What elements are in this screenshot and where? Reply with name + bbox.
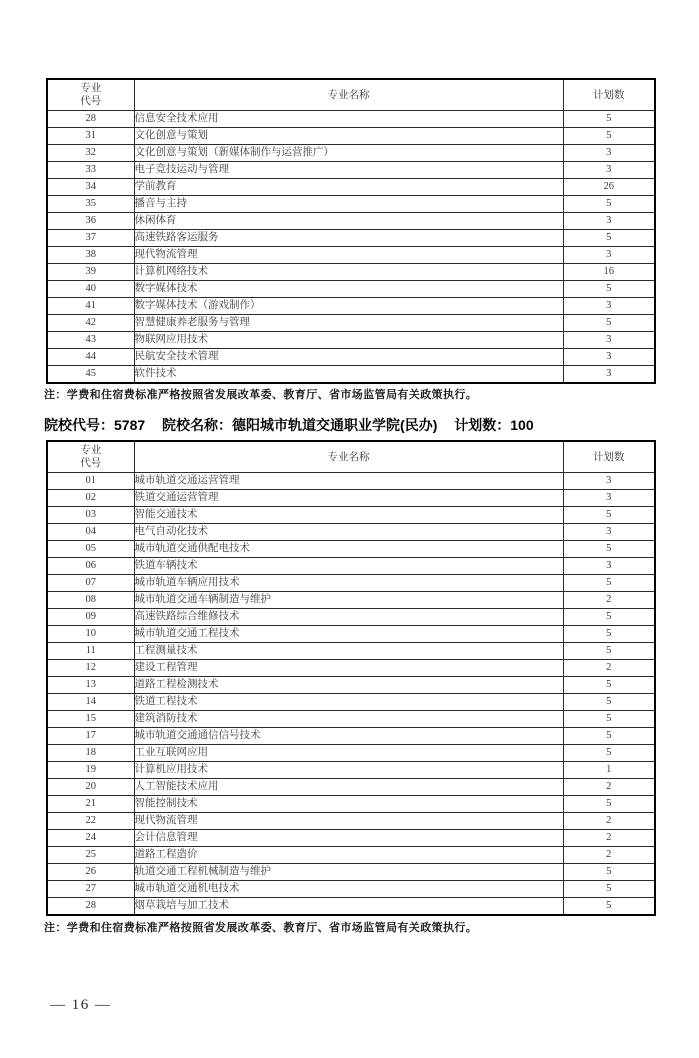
plan-row — [47, 111, 655, 128]
major-code-cell: 20 — [47, 779, 134, 796]
plan-count-cell: 5 — [563, 898, 655, 916]
major-name-cell: 电子竞技运动与管理 — [134, 162, 563, 179]
major-name-cell: 电气自动化技术 — [134, 524, 563, 541]
plan-row — [47, 779, 655, 796]
major-code-cell: 24 — [47, 830, 134, 847]
major-plan-table-2 — [46, 440, 656, 916]
plan-row — [47, 179, 655, 196]
plan-row — [47, 711, 655, 728]
major-code-cell: 25 — [47, 847, 134, 864]
plan-row — [47, 694, 655, 711]
major-name-cell: 工程测量技术 — [134, 643, 563, 660]
major-code-cell: 38 — [47, 247, 134, 264]
institution-code — [44, 417, 145, 433]
plan-row — [47, 298, 655, 315]
plan-count-cell: 5 — [563, 864, 655, 881]
plan-count-cell: 5 — [563, 711, 655, 728]
major-code-cell: 03 — [47, 507, 134, 524]
plan-row — [47, 592, 655, 609]
major-code-cell: 09 — [47, 609, 134, 626]
major-code-cell: 06 — [47, 558, 134, 575]
plan-count-cell: 3 — [563, 473, 655, 490]
major-code-cell: 26 — [47, 864, 134, 881]
major-code-cell: 07 — [47, 575, 134, 592]
major-code-cell: 31 — [47, 128, 134, 145]
plan-count-cell: 5 — [563, 196, 655, 213]
major-code-cell: 34 — [47, 179, 134, 196]
major-code-cell: 41 — [47, 298, 134, 315]
institution-plan-label: 计划数： — [454, 417, 511, 433]
plan-row — [47, 247, 655, 264]
major-name-cell: 道路工程检测技术 — [134, 677, 563, 694]
institution-header — [44, 415, 547, 435]
plan-count-cell: 5 — [563, 694, 655, 711]
plan-row — [47, 558, 655, 575]
fee-note-1: 注：学费和住宿费标准严格按照省发展改革委、教育厅、省市场监管局有关政策执行。 — [44, 389, 478, 401]
plan-row — [47, 473, 655, 490]
institution-name — [162, 417, 437, 433]
major-name-cell: 建设工程管理 — [134, 660, 563, 677]
major-name-cell: 高速铁路综合维修技术 — [134, 609, 563, 626]
plan-row — [47, 830, 655, 847]
plan-count-cell: 3 — [563, 247, 655, 264]
plan-count-cell: 26 — [563, 179, 655, 196]
plan-count-cell: 5 — [563, 541, 655, 558]
table-header-row — [47, 79, 655, 111]
plan-row — [47, 490, 655, 507]
col-header-major-name: 专业名称 — [134, 79, 563, 111]
major-code-cell: 36 — [47, 213, 134, 230]
plan-count-cell: 3 — [563, 298, 655, 315]
major-name-cell: 工业互联网应用 — [134, 745, 563, 762]
major-name-cell: 道路工程造价 — [134, 847, 563, 864]
plan-count-cell: 2 — [563, 592, 655, 609]
major-code-cell: 37 — [47, 230, 134, 247]
plan-row — [47, 213, 655, 230]
major-code-cell: 11 — [47, 643, 134, 660]
plan-row — [47, 507, 655, 524]
major-name-cell: 数字媒体技术 — [134, 281, 563, 298]
plan-count-cell: 2 — [563, 830, 655, 847]
major-code-cell: 27 — [47, 881, 134, 898]
major-code-cell: 12 — [47, 660, 134, 677]
plan-count-cell: 3 — [563, 162, 655, 179]
major-name-cell: 烟草栽培与加工技术 — [134, 898, 563, 916]
major-name-cell: 软件技术 — [134, 366, 563, 384]
institution-plan-value: 100 — [510, 417, 534, 433]
major-name-cell: 智能控制技术 — [134, 796, 563, 813]
major-code-cell: 10 — [47, 626, 134, 643]
plan-row — [47, 626, 655, 643]
major-code-cell: 01 — [47, 473, 134, 490]
fee-note-2: 注：学费和住宿费标准严格按照省发展改革委、教育厅、省市场监管局有关政策执行。 — [44, 922, 478, 934]
major-code-cell: 22 — [47, 813, 134, 830]
plan-row — [47, 813, 655, 830]
major-name-cell: 人工智能技术应用 — [134, 779, 563, 796]
plan-count-cell: 16 — [563, 264, 655, 281]
plan-row — [47, 332, 655, 349]
major-name-cell: 城市轨道交通运营管理 — [134, 473, 563, 490]
plan-row — [47, 524, 655, 541]
major-name-cell: 建筑消防技术 — [134, 711, 563, 728]
major-name-cell: 铁道交通运营管理 — [134, 490, 563, 507]
plan-count-cell: 5 — [563, 796, 655, 813]
plan-row — [47, 349, 655, 366]
plan-count-cell: 5 — [563, 281, 655, 298]
plan-row — [47, 145, 655, 162]
major-name-cell: 数字媒体技术（游戏制作） — [134, 298, 563, 315]
plan-count-cell: 5 — [563, 609, 655, 626]
major-code-cell: 18 — [47, 745, 134, 762]
institution-plan-total — [454, 417, 533, 433]
major-name-cell: 铁道车辆技术 — [134, 558, 563, 575]
major-code-cell: 35 — [47, 196, 134, 213]
plan-count-cell: 5 — [563, 111, 655, 128]
institution-name-value: 德阳城市轨道交通职业学院(民办) — [232, 417, 438, 433]
major-name-cell: 城市轨道交通供配电技术 — [134, 541, 563, 558]
plan-count-cell: 3 — [563, 145, 655, 162]
major-name-cell: 计算机应用技术 — [134, 762, 563, 779]
major-name-cell: 文化创意与策划（新媒体制作与运营推广） — [134, 145, 563, 162]
plan-count-cell: 5 — [563, 230, 655, 247]
major-code-cell: 42 — [47, 315, 134, 332]
plan-count-cell: 3 — [563, 524, 655, 541]
major-name-cell: 智能交通技术 — [134, 507, 563, 524]
plan-count-cell: 5 — [563, 677, 655, 694]
plan-count-cell: 3 — [563, 349, 655, 366]
major-code-cell: 15 — [47, 711, 134, 728]
major-name-cell: 智慧健康养老服务与管理 — [134, 315, 563, 332]
major-name-cell: 现代物流管理 — [134, 813, 563, 830]
plan-row — [47, 660, 655, 677]
major-code-cell: 45 — [47, 366, 134, 384]
major-code-cell: 40 — [47, 281, 134, 298]
major-name-cell: 物联网应用技术 — [134, 332, 563, 349]
institution-code-value: 5787 — [114, 417, 146, 433]
plan-row — [47, 643, 655, 660]
plan-count-cell: 5 — [563, 745, 655, 762]
major-code-cell: 39 — [47, 264, 134, 281]
plan-count-cell: 1 — [563, 762, 655, 779]
plan-count-cell: 3 — [563, 490, 655, 507]
plan-count-cell: 5 — [563, 315, 655, 332]
plan-count-cell: 3 — [563, 213, 655, 230]
major-code-cell: 32 — [47, 145, 134, 162]
major-name-cell: 现代物流管理 — [134, 247, 563, 264]
major-name-cell: 文化创意与策划 — [134, 128, 563, 145]
plan-row — [47, 366, 655, 384]
major-name-cell: 城市轨道交通通信信号技术 — [134, 728, 563, 745]
major-name-cell: 轨道交通工程机械制造与维护 — [134, 864, 563, 881]
plan-count-cell: 2 — [563, 847, 655, 864]
plan-row — [47, 230, 655, 247]
plan-count-cell: 3 — [563, 332, 655, 349]
major-code-cell: 43 — [47, 332, 134, 349]
table-header-row — [47, 441, 655, 473]
major-name-cell: 会计信息管理 — [134, 830, 563, 847]
institution-code-label: 院校代号： — [44, 417, 114, 433]
plan-row — [47, 745, 655, 762]
major-code-cell: 28 — [47, 898, 134, 916]
institution-name-label: 院校名称： — [162, 417, 233, 433]
plan-row — [47, 575, 655, 592]
major-code-cell: 19 — [47, 762, 134, 779]
major-code-cell: 04 — [47, 524, 134, 541]
plan-row — [47, 281, 655, 298]
major-name-cell: 信息安全技术应用 — [134, 111, 563, 128]
plan-count-cell: 3 — [563, 366, 655, 384]
plan-count-cell: 5 — [563, 643, 655, 660]
major-name-cell: 高速铁路客运服务 — [134, 230, 563, 247]
major-name-cell: 休闲体育 — [134, 213, 563, 230]
plan-row — [47, 162, 655, 179]
major-name-cell: 城市轨道交通机电技术 — [134, 881, 563, 898]
major-name-cell: 铁道工程技术 — [134, 694, 563, 711]
plan-count-cell: 2 — [563, 660, 655, 677]
plan-count-cell: 5 — [563, 881, 655, 898]
major-code-cell: 02 — [47, 490, 134, 507]
major-code-cell: 17 — [47, 728, 134, 745]
plan-count-cell: 5 — [563, 728, 655, 745]
major-name-cell: 计算机网络技术 — [134, 264, 563, 281]
major-name-cell: 播音与主持 — [134, 196, 563, 213]
major-code-cell: 05 — [47, 541, 134, 558]
plan-count-cell: 5 — [563, 128, 655, 145]
plan-count-cell: 5 — [563, 507, 655, 524]
major-name-cell: 城市轨道车辆应用技术 — [134, 575, 563, 592]
major-code-cell: 08 — [47, 592, 134, 609]
plan-row — [47, 315, 655, 332]
page-number: — 16 — — [50, 997, 112, 1013]
plan-row — [47, 196, 655, 213]
major-name-cell: 学前教育 — [134, 179, 563, 196]
major-code-cell: 21 — [47, 796, 134, 813]
plan-row — [47, 541, 655, 558]
col-header-major-code: 专业 代号 — [47, 441, 134, 473]
plan-count-cell: 5 — [563, 626, 655, 643]
plan-row — [47, 609, 655, 626]
plan-row — [47, 847, 655, 864]
plan-row — [47, 762, 655, 779]
major-code-cell: 44 — [47, 349, 134, 366]
major-code-cell: 33 — [47, 162, 134, 179]
plan-row — [47, 677, 655, 694]
plan-row — [47, 864, 655, 881]
col-header-plan-count: 计划数 — [563, 79, 655, 111]
plan-count-cell: 2 — [563, 779, 655, 796]
col-header-major-name: 专业名称 — [134, 441, 563, 473]
plan-count-cell: 2 — [563, 813, 655, 830]
major-name-cell: 城市轨道交通车辆制造与维护 — [134, 592, 563, 609]
plan-row — [47, 898, 655, 916]
plan-count-cell: 3 — [563, 558, 655, 575]
major-code-cell: 28 — [47, 111, 134, 128]
plan-row — [47, 264, 655, 281]
plan-row — [47, 128, 655, 145]
major-code-cell: 13 — [47, 677, 134, 694]
major-name-cell: 民航安全技术管理 — [134, 349, 563, 366]
plan-row — [47, 796, 655, 813]
col-header-plan-count: 计划数 — [563, 441, 655, 473]
plan-row — [47, 881, 655, 898]
plan-count-cell: 5 — [563, 575, 655, 592]
major-code-cell: 14 — [47, 694, 134, 711]
major-plan-table-1 — [46, 78, 656, 384]
plan-row — [47, 728, 655, 745]
major-name-cell: 城市轨道交通工程技术 — [134, 626, 563, 643]
col-header-major-code: 专业 代号 — [47, 79, 134, 111]
